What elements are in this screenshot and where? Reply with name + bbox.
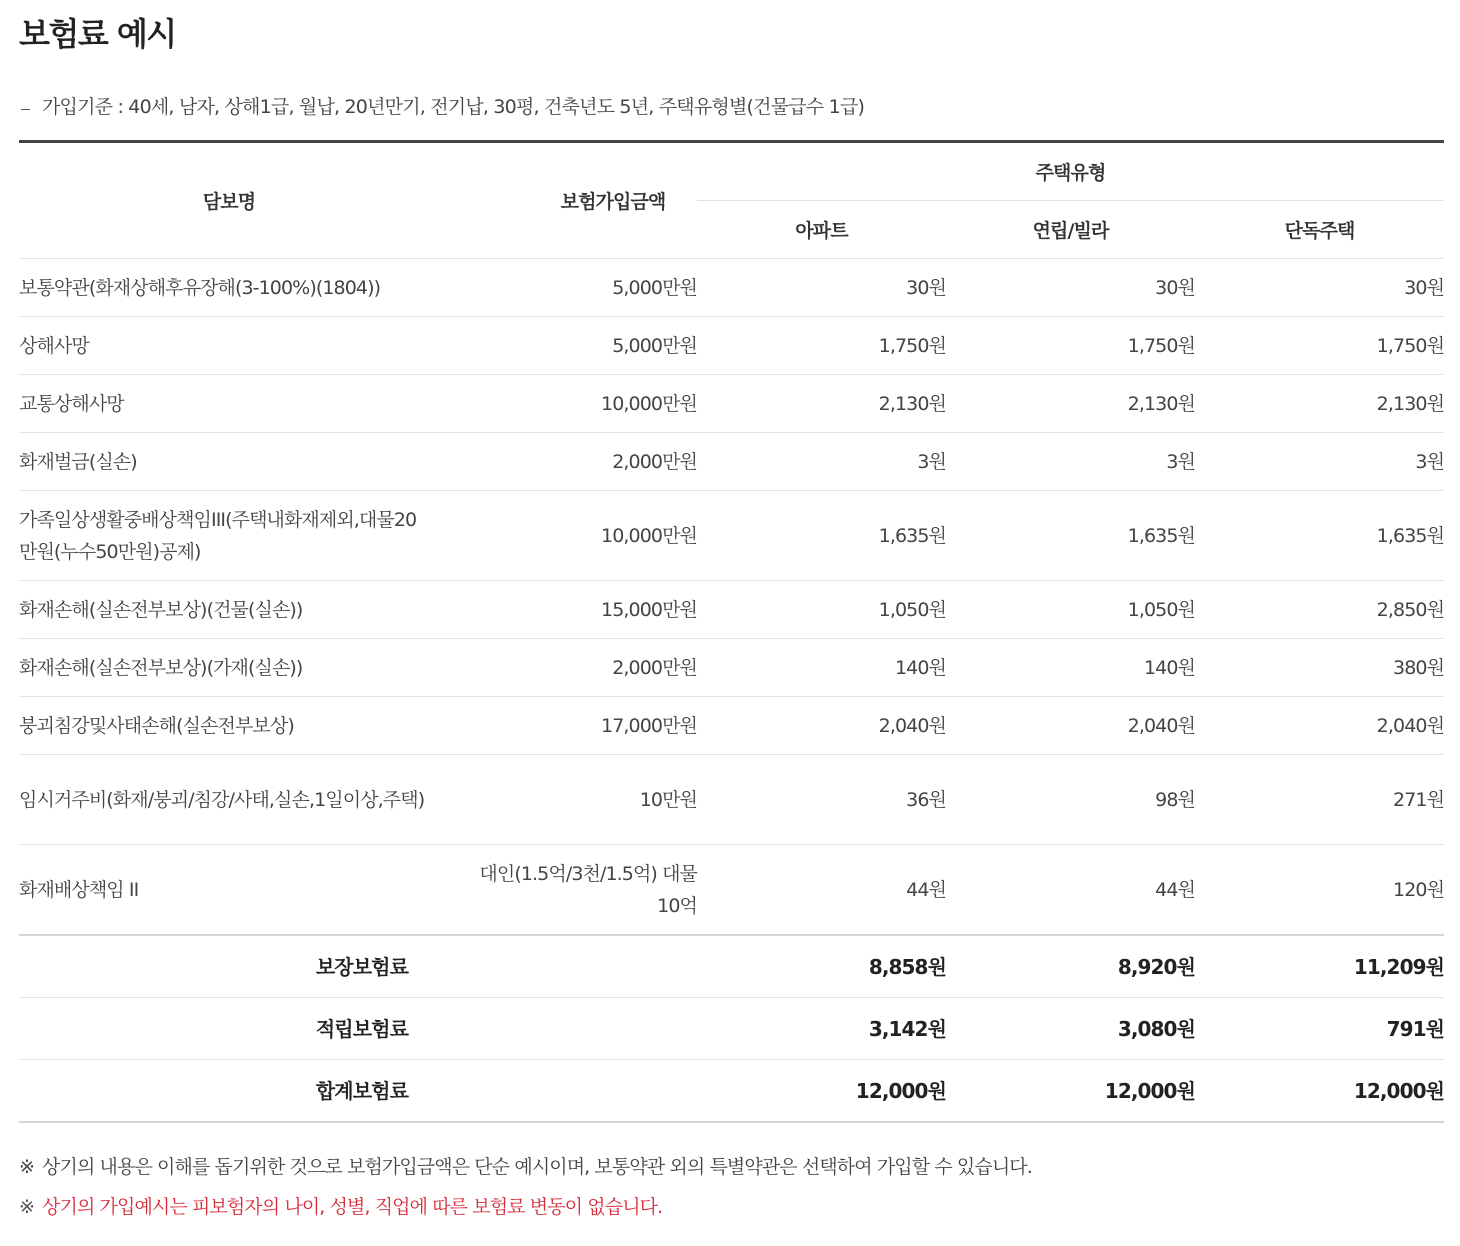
total-house: 11,209원 — [1195, 935, 1444, 998]
coverage-name: 화재배상책임 II — [19, 845, 439, 936]
table-row — [19, 755, 1444, 845]
total-apt: 3,142원 — [697, 998, 946, 1060]
total-apt: 12,000원 — [855, 1078, 946, 1103]
coverage-name: 교통상해사망 — [19, 375, 439, 433]
premium-villa: 1,635원 — [946, 491, 1195, 581]
reference-mark-icon: ※ — [19, 1196, 35, 1218]
header-coverage: 담보명 — [19, 142, 439, 259]
insured-amount: 10,000만원 — [439, 375, 697, 433]
total-row — [19, 998, 1444, 1060]
note-text: 상기의 가입예시는 피보험자의 나이, 성별, 직업에 따른 보험료 변동이 없습니다. — [42, 1196, 663, 1218]
premium-villa: 3원 — [946, 433, 1195, 491]
premium-apt: 1,050원 — [697, 581, 946, 639]
insured-amount: 17,000만원 — [439, 697, 697, 755]
premium-example-section — [19, 0, 1444, 1123]
enrollment-criteria — [19, 90, 1444, 120]
reference-mark-icon: ※ — [19, 1156, 35, 1178]
total-label: 적립보험료 — [19, 998, 697, 1060]
notes — [19, 1150, 1444, 1230]
table-row — [19, 491, 1444, 581]
insured-amount: 2,000만원 — [439, 639, 697, 697]
dash-bullet — [21, 109, 30, 110]
coverage-name: 화재손해(실손전부보상)(가재(실손)) — [19, 639, 439, 697]
table-row — [19, 697, 1444, 755]
total-house: 791원 — [1195, 998, 1444, 1060]
premium-villa: 2,040원 — [946, 697, 1195, 755]
coverage-name: 화재손해(실손전부보상)(건물(실손)) — [19, 581, 439, 639]
total-label: 합계보험료 — [315, 1078, 408, 1103]
total-villa: 3,080원 — [946, 998, 1195, 1060]
table-row — [19, 581, 1444, 639]
total-row — [19, 1060, 1444, 1123]
premium-apt: 3원 — [697, 433, 946, 491]
premium-apt: 30원 — [697, 259, 946, 317]
premium-house: 2,130원 — [1195, 375, 1444, 433]
premium-table — [19, 140, 1444, 1123]
note-item — [19, 1150, 1444, 1190]
premium-house: 2,040원 — [1195, 697, 1444, 755]
premium-villa: 140원 — [946, 639, 1195, 697]
premium-villa: 1,050원 — [946, 581, 1195, 639]
premium-house: 120원 — [1195, 845, 1444, 936]
premium-villa: 44원 — [946, 845, 1195, 936]
premium-villa: 30원 — [946, 259, 1195, 317]
total-row — [19, 935, 1444, 998]
insured-amount: 15,000만원 — [439, 581, 697, 639]
premium-apt: 1,750원 — [697, 317, 946, 375]
coverage-name: 상해사망 — [19, 317, 439, 375]
header-house: 단독주택 — [1195, 201, 1444, 259]
premium-apt: 140원 — [697, 639, 946, 697]
header-apt: 아파트 — [697, 201, 946, 259]
premium-house: 30원 — [1195, 259, 1444, 317]
premium-house: 380원 — [1195, 639, 1444, 697]
premium-house: 1,750원 — [1195, 317, 1444, 375]
note-text: 상기의 내용은 이해를 돕기위한 것으로 보험가입금액은 단순 예시이며, 보통약관 외의 특별약관은 선택하여 가입할 수 있습니다. — [42, 1156, 1032, 1178]
premium-villa: 1,750원 — [946, 317, 1195, 375]
coverage-name: 보통약관(화재상해후유장해(3-100%)(1804)) — [19, 259, 439, 317]
coverage-name: 임시거주비(화재/붕괴/침강/사태,실손,1일이상,주택) — [19, 755, 439, 845]
premium-apt: 1,635원 — [697, 491, 946, 581]
coverage-name: 화재벌금(실손) — [19, 433, 439, 491]
total-label: 보장보험료 — [19, 935, 697, 998]
premium-house: 271원 — [1195, 755, 1444, 845]
table-row — [19, 845, 1444, 936]
insured-amount: 대인(1.5억/3천/1.5억) 대물 10억 — [439, 845, 697, 936]
premium-apt: 2,130원 — [697, 375, 946, 433]
page-title: 보험료 예시 — [19, 15, 176, 53]
premium-house: 2,850원 — [1195, 581, 1444, 639]
insured-amount: 10만원 — [439, 755, 697, 845]
total-villa: 12,000원 — [1104, 1078, 1195, 1103]
table-row — [19, 375, 1444, 433]
premium-villa: 98원 — [946, 755, 1195, 845]
premium-house: 1,635원 — [1195, 491, 1444, 581]
table-row — [19, 259, 1444, 317]
premium-house: 3원 — [1195, 433, 1444, 491]
insured-amount: 5,000만원 — [439, 259, 697, 317]
table-row — [19, 639, 1444, 697]
note-item-warning — [19, 1190, 1444, 1230]
header-house-type: 주택유형 — [697, 142, 1444, 201]
table-row — [19, 433, 1444, 491]
table-row — [19, 317, 1444, 375]
insured-amount: 5,000만원 — [439, 317, 697, 375]
premium-apt: 44원 — [697, 845, 946, 936]
premium-apt: 36원 — [697, 755, 946, 845]
total-apt: 8,858원 — [697, 935, 946, 998]
total-house: 12,000원 — [1353, 1078, 1445, 1103]
coverage-name: 가족일상생활중배상책임III(주택내화재제외,대물20만원(누수50만원)공제) — [19, 491, 439, 581]
insured-amount: 2,000만원 — [439, 433, 697, 491]
premium-villa: 2,130원 — [946, 375, 1195, 433]
total-villa: 8,920원 — [946, 935, 1195, 998]
premium-apt: 2,040원 — [697, 697, 946, 755]
header-amount: 보험가입금액 — [439, 142, 697, 259]
criteria-text: 가입기준 : 40세, 남자, 상해1급, 월납, 20년만기, 전기납, 30평, 건축년도 5년, 주택유형별(건물급수 1급) — [42, 95, 865, 118]
header-villa: 연립/빌라 — [946, 201, 1195, 259]
coverage-name: 붕괴침강및사태손해(실손전부보상) — [19, 697, 439, 755]
insured-amount: 10,000만원 — [439, 491, 697, 581]
